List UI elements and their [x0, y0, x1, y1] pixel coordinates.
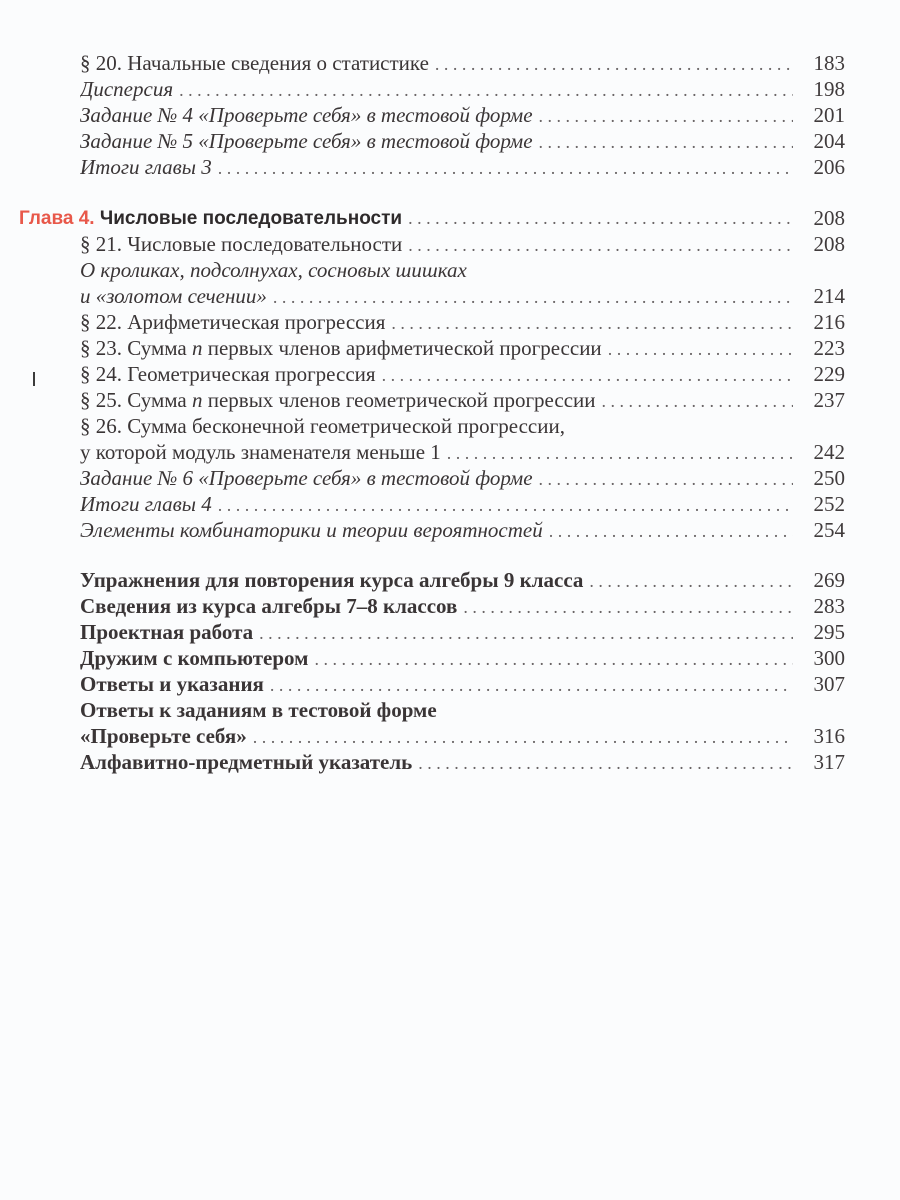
page-number: 307 [813, 672, 845, 696]
toc-entry-title: и «золотом сечении» [80, 284, 267, 308]
toc-entry-title: Сведения из курса алгебры 7–8 классов [80, 594, 458, 618]
page-number: 198 [813, 77, 845, 101]
page-number: 204 [813, 129, 845, 153]
page-number: 214 [813, 284, 845, 308]
page-number: 242 [813, 440, 845, 464]
toc-entry-title: Дружим с компьютером [80, 646, 309, 670]
dot-leader [602, 388, 793, 414]
toc-entry-title: Итоги главы 4 [80, 492, 212, 516]
toc-entry-title: § 24. Геометрическая прогрессия [80, 362, 376, 386]
page-number: 183 [813, 51, 845, 75]
toc-entry[interactable] [0, 517, 900, 543]
toc-entry[interactable] [0, 491, 900, 517]
toc-entry-title: Задание № 6 «Проверьте себя» в тестовой форме [80, 466, 533, 490]
dot-leader [539, 129, 793, 155]
toc-entry-title: Элементы комбинаторики и теории вероятностей [80, 518, 543, 542]
dot-leader [463, 594, 793, 620]
page-number: 237 [813, 388, 845, 412]
toc-entry[interactable] [0, 283, 900, 309]
page-number: 201 [813, 103, 845, 127]
toc-entry[interactable] [0, 567, 900, 593]
toc-entry-line1[interactable] [0, 413, 900, 439]
dot-leader [218, 492, 793, 518]
dot-leader [549, 518, 793, 544]
dot-leader [218, 155, 793, 181]
toc-entry[interactable] [0, 128, 900, 154]
dot-leader [273, 284, 793, 310]
chapter-label: Глава 4. [19, 208, 95, 229]
toc-entry[interactable] [0, 231, 900, 257]
dot-leader [447, 440, 793, 466]
toc-entry-title: Ответы к заданиям в тестовой форме [80, 698, 437, 722]
toc-entry-title: Задание № 4 «Проверьте себя» в тестовой форме [80, 103, 533, 127]
toc-entry-title: § 23. Сумма n первых членов арифметической прогрессии [80, 336, 602, 360]
page-number: 254 [813, 518, 845, 542]
toc-entry[interactable] [0, 361, 900, 387]
page-number: 223 [813, 336, 845, 360]
toc-entry-title: § 25. Сумма n первых членов геометрической прогрессии [80, 388, 596, 412]
chapter-heading[interactable] [0, 205, 900, 231]
page-number: 206 [813, 155, 845, 179]
toc-entry[interactable] [0, 439, 900, 465]
dot-leader [408, 205, 793, 231]
toc-entry[interactable] [0, 50, 900, 76]
margin-mark [33, 372, 35, 386]
page-number: 216 [813, 310, 845, 334]
toc-entry[interactable] [0, 645, 900, 671]
dot-leader [179, 77, 793, 103]
dot-leader [253, 724, 793, 750]
toc-entry-line1[interactable] [0, 697, 900, 723]
page-number: 208 [813, 206, 845, 230]
dot-leader [418, 750, 793, 776]
dot-leader [259, 620, 793, 646]
toc-entry-title: Задание № 5 «Проверьте себя» в тестовой форме [80, 129, 533, 153]
toc-entry-line1[interactable] [0, 257, 900, 283]
page-number: 250 [813, 466, 845, 490]
dot-leader [608, 336, 793, 362]
page-number: 295 [813, 620, 845, 644]
dot-leader [539, 103, 793, 129]
toc-entry[interactable] [0, 76, 900, 102]
toc-entry-title: § 21. Числовые последовательности [80, 232, 403, 256]
dot-leader [382, 362, 793, 388]
toc-entry-title: Проектная работа [80, 620, 254, 644]
toc-entry-title: § 20. Начальные сведения о статистике [80, 51, 429, 75]
page-number: 229 [813, 362, 845, 386]
toc-entry[interactable] [0, 593, 900, 619]
dot-leader [314, 646, 793, 672]
page-number: 300 [813, 646, 845, 670]
page-number: 208 [813, 232, 845, 256]
toc-entry[interactable] [0, 619, 900, 645]
toc-entry-title: Ответы и указания [80, 672, 264, 696]
dot-leader [408, 232, 793, 258]
toc-entry[interactable] [0, 749, 900, 775]
dot-leader [391, 310, 793, 336]
chapter-title: Числовые последовательности [99, 208, 403, 229]
toc-entry-title: Дисперсия [80, 77, 174, 101]
toc-entry-title: «Проверьте себя» [80, 724, 247, 748]
toc-entry-title: Упражнения для повторения курса алгебры 9 класса [80, 568, 584, 592]
page-number: 316 [813, 724, 845, 748]
toc-entry[interactable] [0, 671, 900, 697]
toc-entry-title: О кроликах, подсолнухах, сосновых шишках [80, 258, 467, 282]
page-number: 252 [813, 492, 845, 516]
toc-entry[interactable] [0, 309, 900, 335]
page-number: 269 [813, 568, 845, 592]
toc-entry-title: Итоги главы 3 [80, 155, 212, 179]
dot-leader [589, 568, 793, 594]
toc-entry[interactable] [0, 154, 900, 180]
toc-entry-title: § 26. Сумма бесконечной геометрической прогрессии, [80, 414, 565, 438]
toc-entry[interactable] [0, 387, 900, 413]
toc-entry-title: § 22. Арифметическая прогрессия [80, 310, 386, 334]
page-number: 283 [813, 594, 845, 618]
toc-entry-title: у которой модуль знаменателя меньше 1 [80, 440, 441, 464]
dot-leader [270, 672, 793, 698]
dot-leader [435, 51, 793, 77]
toc-entry[interactable] [0, 723, 900, 749]
toc-entry[interactable] [0, 335, 900, 361]
toc-entry[interactable] [0, 465, 900, 491]
toc-entry[interactable] [0, 102, 900, 128]
toc-entry-title: Алфавитно-предметный указатель [80, 750, 413, 774]
page-number: 317 [813, 750, 845, 774]
dot-leader [539, 466, 793, 492]
